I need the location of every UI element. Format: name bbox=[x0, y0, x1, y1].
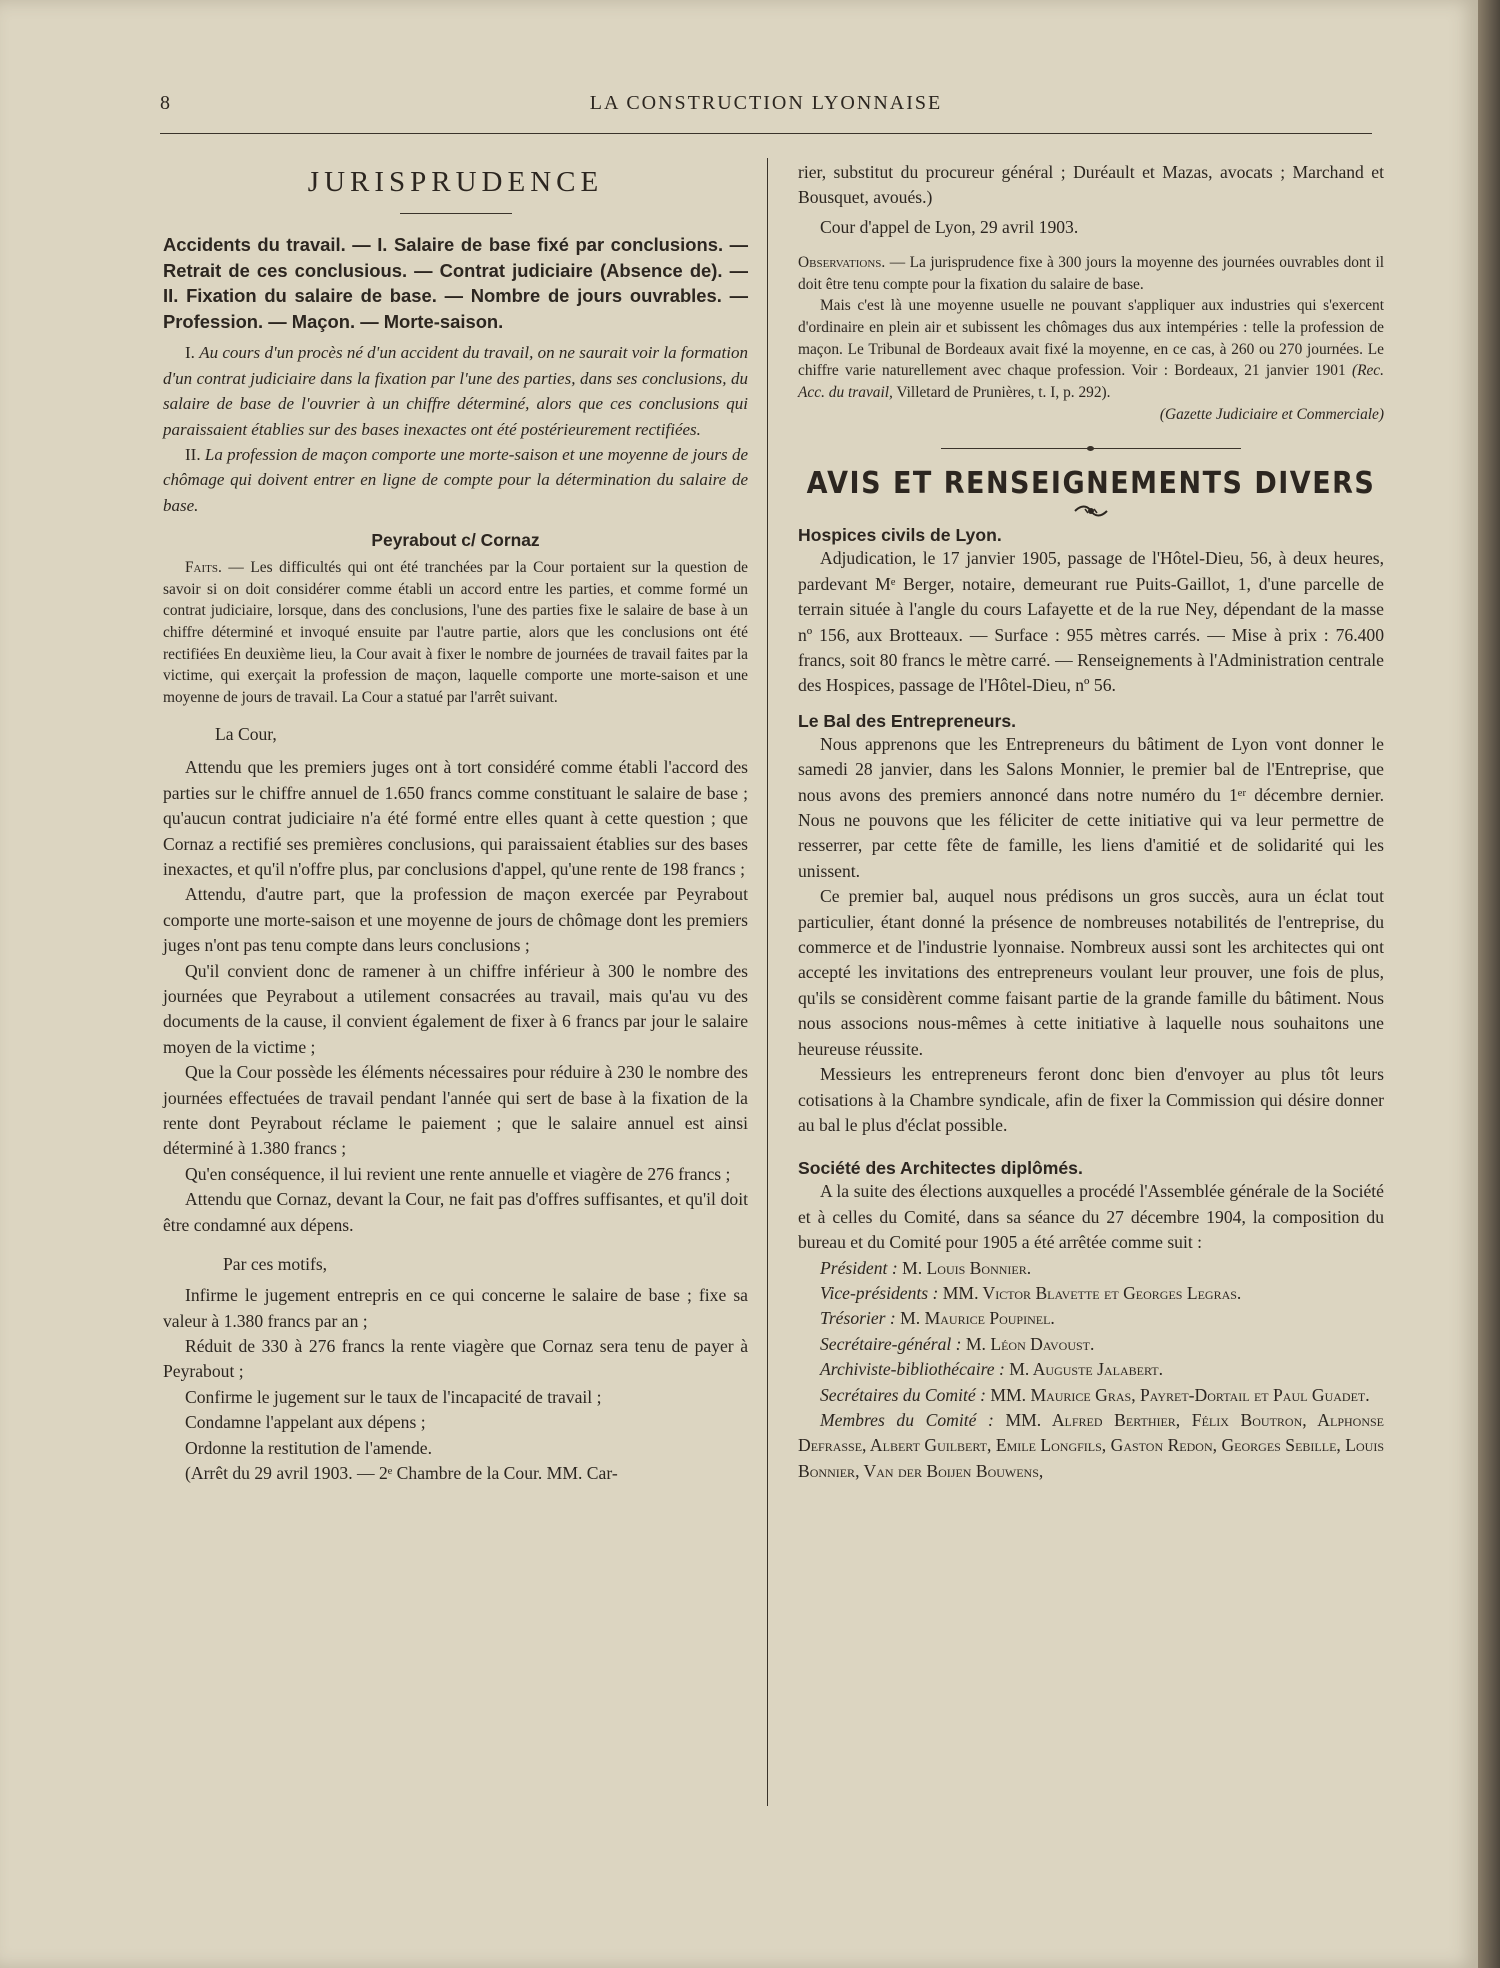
case-title: Peyrabout c/ Cornaz bbox=[371, 530, 540, 551]
observations-text: — La jurisprudence fixe à 300 jours la moyenne des journées ouvrables dont il doit être tenu compte pour la fixation du salaire de base. bbox=[798, 254, 1384, 293]
bureau-entry bbox=[798, 1306, 1384, 1331]
observations-text-3: Villetard de Prunières, t. I, p. 292). bbox=[892, 383, 1111, 401]
societe-intro: A la suite des élections auxquelles a procédé l'Assemblée générale de la Société et à celles du Comité, dans sa séance du 27 décembre 1904, la composition du bureau et du Comité pour 1905 a été arrêtée comme suit : bbox=[798, 1181, 1384, 1253]
bureau-role: Président : bbox=[820, 1257, 898, 1278]
dispositif-paragraph: Infirme le jugement entrepris en ce qui concerne le salaire de base ; fixe sa valeur à 1.380 francs par an ; bbox=[163, 1285, 748, 1331]
bureau-role: Vice-présidents : bbox=[820, 1282, 939, 1303]
bureau-names: MM. Alfred Berthier, Félix Boutron, Alphonse Defrasse, Albert Guilbert, Emile Longfils, Gaston Redon, Georges Sebille, Louis Bonnier, Van der Boijen Bouwens, bbox=[798, 1409, 1384, 1481]
bureau-entry bbox=[798, 1357, 1384, 1382]
holding-1 bbox=[163, 340, 748, 442]
motifs-heading: Par ces motifs, bbox=[223, 1254, 328, 1275]
column-divider bbox=[767, 158, 768, 1806]
facts-text: — Les difficultés qui ont été tranchées par la Cour portaient sur la question de savoir si on doit considérer comme établi un accord entre les parties, et comme formé un contrat judiciaire, lorsque, dans des conclusions, l'une des parties fixe le salaire de base à un chiffre déterminé et invoqué ensuite par l'autre partie, alors que les conclusions ont été rectifiées En deuxième lieu, la Cour avait à fixer le nombre de journées de travail faites par la victime, qui exerçait la profession de maçon, laquelle comporte une morte-saison et une moyenne de jours de travail. La Cour a statué par l'arrêt suivant. bbox=[163, 559, 748, 706]
observations-label: Observations. bbox=[798, 254, 886, 272]
facts-label: Faits. bbox=[185, 559, 222, 577]
bureau-role: Secrétaire-général : bbox=[820, 1333, 962, 1354]
header-rule bbox=[160, 133, 1372, 134]
holding-1-text: Au cours d'un procès né d'un accident du travail, on ne saurait voir la formation d'un contrat judiciaire dans la fixation par l'une des parties, dans ses conclusions, du salaire de base de l'ouvrier à un chiffre déterminé, alors que ces conclusions qui paraissaient établies sur des bases inexactes ont été postérieurement rectifiées. bbox=[163, 343, 748, 439]
page-number: 8 bbox=[160, 92, 171, 114]
dispositif-paragraph: Condamne l'appelant aux dépens ; bbox=[185, 1412, 426, 1433]
observations-paragraph-2 bbox=[798, 295, 1384, 403]
hospices-heading: Hospices civils de Lyon. bbox=[798, 525, 1002, 546]
bureau-names: MM. Victor Blavette et Georges Legras. bbox=[938, 1282, 1242, 1303]
ornamental-rule-dot bbox=[1087, 446, 1094, 451]
bureau-entry bbox=[798, 1256, 1384, 1281]
bureau-entry bbox=[798, 1281, 1384, 1306]
holding-2-text: La profession de maçon comporte une morte-saison et une moyenne de jours de chômage qui doivent entrer en ligne de compte pour la détermination du salaire de base. bbox=[163, 445, 748, 515]
dispositif bbox=[163, 1283, 748, 1486]
bureau-names: M. Auguste Jalabert. bbox=[1004, 1359, 1164, 1380]
bureau-role: Membres du Comité : bbox=[820, 1409, 994, 1430]
dispositif-paragraph: Ordonne la restitution de l'amende. bbox=[185, 1437, 432, 1458]
left-column bbox=[163, 160, 748, 1486]
bureau-names: M. Louis Bonnier. bbox=[897, 1257, 1032, 1278]
running-title: LA CONSTRUCTION LYONNAISE bbox=[589, 92, 943, 114]
arret-reference-continued: rier, substitut du procureur général ; Duréault et Mazas, avocats ; Marchand et Bousquet, avoués.) bbox=[798, 162, 1384, 208]
observations-reference: (Rec. Acc. du travail, bbox=[798, 362, 1384, 401]
section-title-jurisprudence: JURISPRUDENCE bbox=[307, 166, 604, 198]
bureau-entry bbox=[798, 1408, 1384, 1484]
hospices-paragraph: Adjudication, le 17 janvier 1905, passage de l'Hôtel-Dieu, 56, à deux heures, pardevant Mᵉ Berger, notaire, demeurant rue Puits-Gaillot, 1, d'une parcelle de terrain située à l'angle du cours Lafayette et de la rue Ney, dépendant de la masse nº 156, aux Brotteaux. — Surface : 955 mètres carrés. — Mise à prix : 76.400 francs, soit 80 francs le mètre carré. — Renseignements à l'Administration centrale des Hospices, passage de l'Hôtel-Dieu, nº 56. bbox=[798, 548, 1384, 696]
spacer bbox=[798, 699, 1384, 711]
headnote: Accidents du travail. — I. Salaire de base fixé par conclusions. — Retrait de ces conclusious. — Contrat judiciaire (Absence de). — II. Fixation du salaire de base. — Nombre de jours ouvrables. — Profession. — Maçon. — Morte-saison. bbox=[163, 234, 748, 332]
attendu-paragraph: Attendu, d'autre part, que la profession de maçon exercée par Peyrabout comporte une morte-saison et une moyenne de jours de chômage dont les premiers juges n'ont pas tenu compte dans leurs conclusions ; bbox=[163, 884, 748, 956]
spacer bbox=[798, 1138, 1384, 1158]
dispositif-paragraph: Réduit de 330 à 276 francs la rente viagère que Cornaz sera tenu de payer à Peyrabout ; bbox=[163, 1335, 748, 1382]
holding-2 bbox=[163, 442, 748, 518]
societe-heading: Société des Architectes diplômés. bbox=[798, 1158, 1083, 1179]
right-column bbox=[798, 160, 1384, 1484]
facts-paragraph bbox=[163, 557, 748, 708]
bureau-names: M. Léon Davoust. bbox=[961, 1333, 1095, 1354]
attendu-paragraph: Qu'en conséquence, il lui revient une rente annuelle et viagère de 276 francs ; bbox=[185, 1163, 731, 1184]
attendu-paragraph: Attendu que les premiers juges ont à tort considéré comme établi l'accord des parties sur le chiffre annuel de 1.650 francs comme constituant le salaire de base ; qu'aucun contrat judiciaire n'a été formé entre elles quant à cette question ; que Cornaz a rectifié ses premières conclusions, qui paraissaient établies sur des bases inexactes, et qu'il n'offre plus, par conclusions d'appel, qu'une rente de 198 francs ; bbox=[163, 757, 748, 879]
court-heading: La Cour, bbox=[215, 724, 277, 745]
bureau-role: Secrétaires du Comité : bbox=[820, 1384, 986, 1405]
page-edge bbox=[1478, 0, 1500, 1968]
bureau-role: Trésorier : bbox=[820, 1308, 896, 1329]
title-rule bbox=[400, 213, 512, 214]
observations-text-2: Mais c'est là une moyenne usuelle ne pouvant s'appliquer aux industries qui s'exercent d'ordinaire en plein air et subissent les chômages dus aux intempéries : telle la profession de maçon. Le Tribunal de Bordeaux avait fixé la moyenne, en ce cas, à 260 ou 270 journées. Le chiffre varie naturellement avec chaque profession. Voir : Bordeaux, 21 janvier 1901 bbox=[798, 297, 1384, 380]
bureau-role: Archiviste-bibliothécaire : bbox=[820, 1359, 1005, 1380]
spacer bbox=[798, 240, 1384, 252]
bureau-list bbox=[798, 1256, 1384, 1485]
attendu-paragraph: Attendu que Cornaz, devant la Cour, ne fait pas d'offres suffisantes, et qu'il doit être condamné aux dépens. bbox=[163, 1189, 748, 1235]
holding-2-lead: II. bbox=[185, 445, 205, 464]
section-title-avis: AVIS ET RENSEIGNEMENTS DIVERS bbox=[806, 466, 1376, 502]
arret-reference: (Arrêt du 29 avril 1903. — 2ᵉ Chambre de la Cour. MM. Car- bbox=[185, 1462, 618, 1483]
attendu-paragraph: Qu'il convient donc de ramener à un chiffre inférieur à 300 le nombre des journées que Peyrabout a utilement consacrées au travail, mais qu'au vu des documents de la cause, il convient également de fixer à 6 francs par jour le salaire moyen de la victime ; bbox=[163, 960, 748, 1057]
attendus bbox=[163, 755, 748, 1238]
source-citation: (Gazette Judiciaire et Commerciale) bbox=[1159, 406, 1384, 424]
fleuron-ornament-icon bbox=[1071, 503, 1111, 519]
bal-heading: Le Bal des Entrepreneurs. bbox=[798, 710, 1017, 731]
bureau-entry bbox=[798, 1332, 1384, 1357]
dispositif-paragraph: Confirme le jugement sur le taux de l'incapacité de travail ; bbox=[185, 1386, 602, 1407]
bal-paragraph: Nous apprenons que les Entrepreneurs du bâtiment de Lyon vont donner le samedi 28 janvier, dans les Salons Monnier, le premier bal de l'Entreprise, que nous avons des premiers annoncé dans notre numéro du 1ᵉʳ décembre dernier. Nous ne pouvons que les féliciter de cette initiative qui va leur permettre de resserrer, par cette fête de famille, les liens d'amitié et de solidarité qui les unissent. bbox=[798, 733, 1384, 881]
court-of-appeal-line: Cour d'appel de Lyon, 29 avril 1903. bbox=[820, 216, 1079, 237]
attendu-paragraph: Que la Cour possède les éléments nécessaires pour réduire à 230 le nombre des journées effectuées de travail pendant l'année qui sert de base à la fixation de la rente dont Peyrabout réclame le paiement ; que le salaire annuel est ainsi déterminé à 1.380 francs ; bbox=[163, 1062, 748, 1159]
bureau-names: MM. Maurice Gras, Payret-Dortail et Paul Guadet. bbox=[985, 1384, 1370, 1405]
bal-paragraph: Messieurs les entrepreneurs feront donc bien d'envoyer au plus tôt leurs cotisations à la Chambre syndicale, afin de fixer la Commission qui désire donner au bal le plus d'éclat possible. bbox=[798, 1064, 1384, 1135]
bal-paragraph: Ce premier bal, auquel nous prédisons un gros succès, aura un éclat tout particulier, étant donné la présence de nombreuses notabilités de l'entreprise, du commerce et de l'industrie lyonnaise. Nombreux aussi sont les architectes qui ont accepté les invitations des entrepreneurs voulant leur prouver, une fois de plus, qu'ils se considèrent comme faisant partie de la grande famille du bâtiment. Nous nous associons nous-mêmes à cette initiative à laquelle nous souhaitons une heureuse réussite. bbox=[798, 886, 1384, 1059]
ornamental-rule bbox=[941, 446, 1241, 452]
bureau-names: M. Maurice Poupinel. bbox=[895, 1308, 1055, 1329]
page-header bbox=[160, 92, 1372, 122]
observations-paragraph bbox=[798, 252, 1384, 295]
bureau-entry bbox=[798, 1383, 1384, 1408]
holding-1-lead: I. bbox=[185, 343, 200, 363]
